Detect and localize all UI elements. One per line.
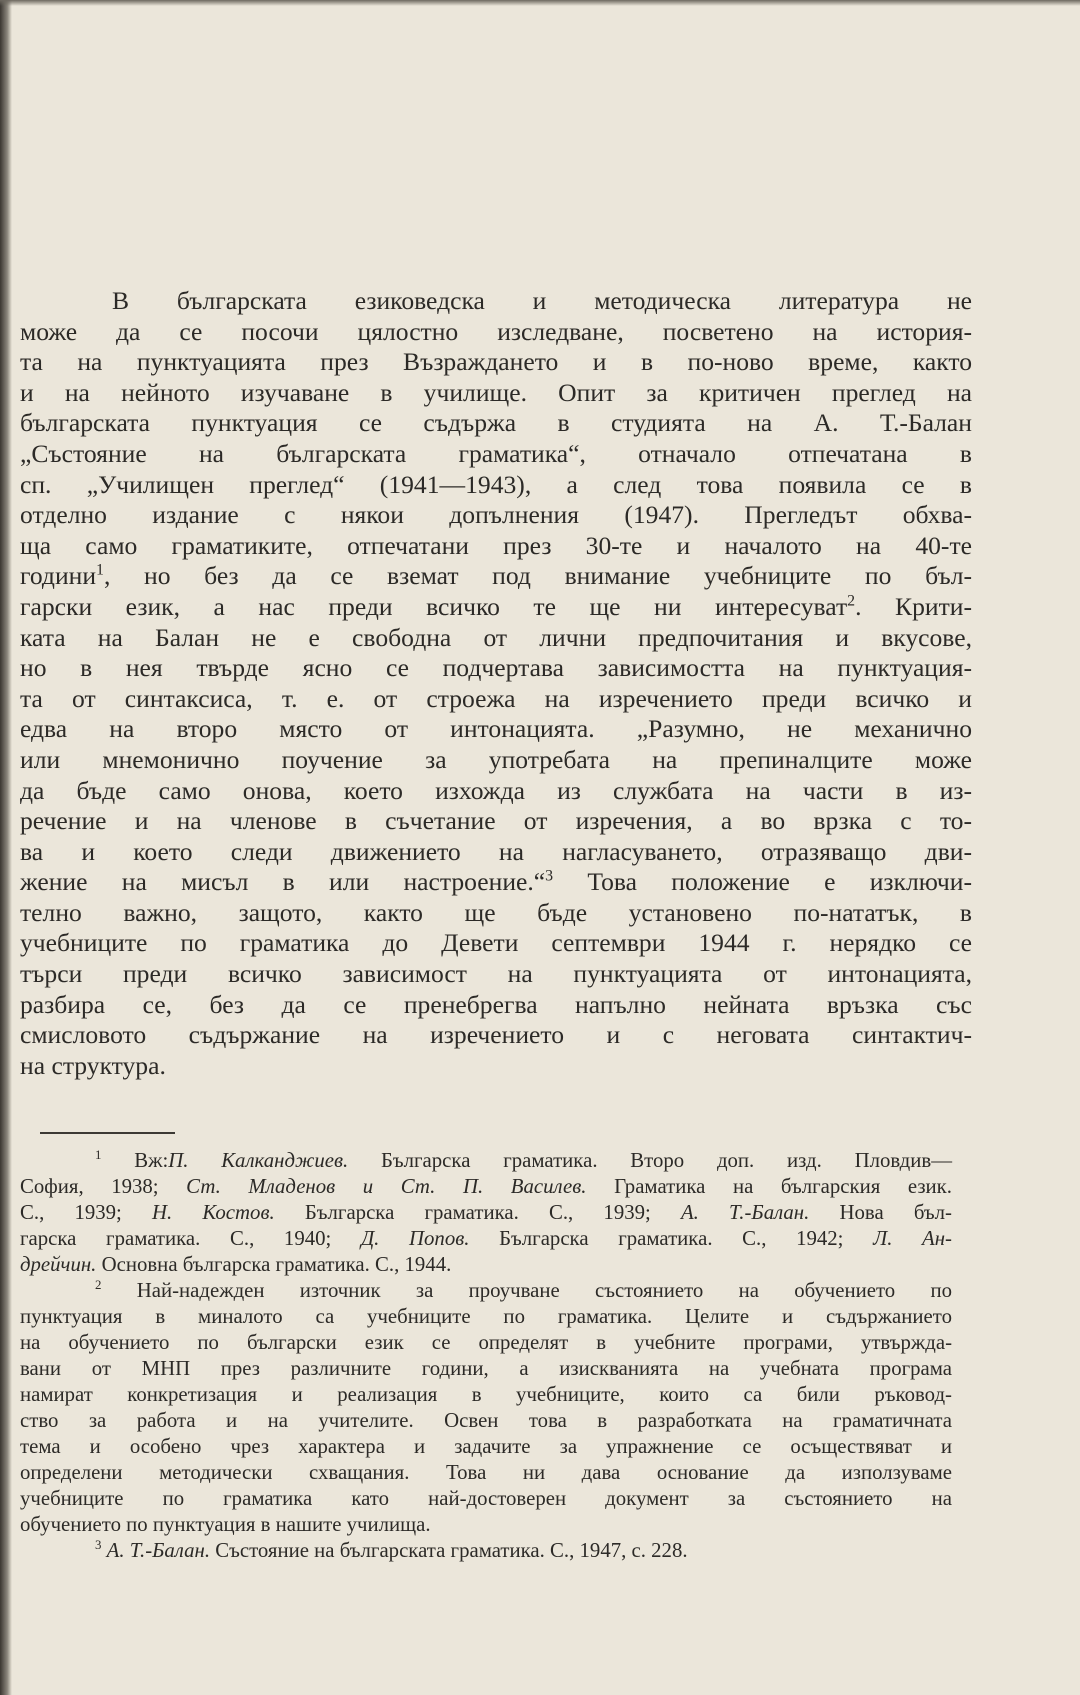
- author-name: дрейчин.: [20, 1253, 97, 1276]
- author-name: Д. Попов.: [360, 1227, 470, 1250]
- text-line: сп. „Училищен преглед“ (1941—1943), а след това появила се в: [20, 469, 972, 499]
- footnote-2-line: учебниците по граматика като най-достоверен документ за състоянието на: [20, 1487, 952, 1510]
- text-line: В българската езиковедска и методическа литература не: [112, 286, 972, 315]
- author-name: П. Калканджиев.: [168, 1149, 349, 1172]
- text-line: „Състояние на българската граматика“, отначало отпечатана в: [20, 438, 972, 468]
- text-line: но в нея твърде ясно се подчертава зависимостта на пунктуация-: [20, 653, 972, 683]
- text-fragment: , но без да се вземат под внимание учебниците по бъл-: [103, 561, 972, 591]
- text-fragment: . Крити-: [855, 591, 972, 621]
- text-fragment: Това положение е изключи-: [553, 867, 972, 897]
- footnote-mark: 2: [847, 592, 856, 610]
- text-line: [20, 592, 972, 623]
- text-line: ща само граматиките, отпечатани през 30-те и началото на 40-те: [20, 530, 972, 560]
- author-name: Ст. Младенов и Ст. П. Василев.: [186, 1175, 587, 1198]
- text-fragment: Нова бъл-: [809, 1201, 952, 1224]
- text-fragment: Най-надежден източник за проучване състоянието на обучението по: [136, 1279, 953, 1302]
- text-fragment: С., 1939;: [20, 1201, 152, 1224]
- text-fragment: гарска граматика. С., 1940;: [20, 1227, 361, 1250]
- text-line: отделно издание с някои допълнения (1947). Прегледът обхва-: [20, 500, 972, 530]
- footnotes: [20, 1148, 952, 1564]
- footnote-mark: 3: [545, 867, 554, 885]
- text-fragment: Вж:: [134, 1149, 169, 1172]
- footnote-2-line: вани от МНП през различните години, а изискванията на учебната програма: [20, 1357, 952, 1380]
- footnote-3-line: [20, 1538, 952, 1564]
- author-name: А. Т.-Балан.: [106, 1539, 211, 1562]
- author-name: А. Т.-Балан.: [680, 1201, 810, 1224]
- text-fragment: Състояние на българската граматика. С., 1947, с. 228.: [210, 1539, 688, 1562]
- footnote-2-line: определени методически схващания. Това ни дава основание да използуваме: [20, 1461, 952, 1484]
- text-line: учебниците по граматика до Девети септември 1944 г. нерядко се: [20, 928, 972, 958]
- text-line: българската пунктуация се съдържа в студията на А. Т.-Балан: [20, 408, 972, 438]
- main-text: [20, 286, 972, 1081]
- text-fragment: Българска граматика. С., 1942;: [469, 1227, 874, 1250]
- footnote-1-line: [20, 1148, 952, 1174]
- footnote-divider: [40, 1132, 175, 1134]
- footnote-1-line: [20, 1252, 952, 1278]
- text-line: ката на Балан не е свободна от лични предпочитания и вкусове,: [20, 622, 972, 652]
- text-line: и на нейното изучаване в училище. Опит за критичен преглед на: [20, 377, 972, 407]
- footnote-number: 1: [95, 1148, 102, 1163]
- footnote-2-line: пунктуация в миналото са учебниците по граматика. Целите и съдържанието: [20, 1305, 952, 1328]
- text-line: разбира се, без да се пренебрегва напълно нейната връзка със: [20, 989, 972, 1019]
- text-fragment: Българска граматика. С., 1939;: [274, 1201, 681, 1224]
- text-line: търси преди всичко зависимост на пунктуацията от интонацията,: [20, 959, 972, 989]
- footnote-2-line: тема и особено чрез характера и задачите за упражнение се осъществяват и: [20, 1435, 952, 1458]
- text-line: ва и което следи движението на нагласуването, отразяващо дви-: [20, 836, 972, 866]
- text-line: може да се посочи цялостно изследване, посветено на история-: [20, 316, 972, 346]
- text-line: на структура.: [20, 1050, 166, 1080]
- footnote-2-line: [20, 1278, 952, 1304]
- footnote-1-line: [20, 1200, 952, 1226]
- text-line: та от синтаксиса, т. е. от строежа на изречението преди всичко и: [20, 683, 972, 713]
- footnote-2-line: намират конкретизация и реализация в учебниците, които са били ръковод-: [20, 1383, 952, 1406]
- text-line: [20, 561, 972, 592]
- footnote-2-line: обучението по пунктуация в нашите училища.: [20, 1513, 431, 1536]
- footnote-number: 3: [95, 1538, 102, 1553]
- footnote-1-line: [20, 1174, 952, 1200]
- text-line: телно важно, защото, както ще бъде установено по-нататък, в: [20, 897, 972, 927]
- author-name: Л. Ан-: [873, 1227, 952, 1250]
- footnote-2-line: на обучението по български език се определят в учебните програми, утвържда-: [20, 1331, 952, 1354]
- footnote-number: 2: [95, 1278, 102, 1293]
- text-line: та на пунктуацията през Възраждането и в по-ново време, както: [20, 347, 972, 377]
- text-line: речение и на членове в съчетание от изречения, а во врзка с то-: [20, 806, 972, 836]
- text-fragment: Основна българска граматика. С., 1944.: [96, 1253, 452, 1276]
- text-fragment: жение на мисъл в или настроение.“: [20, 867, 546, 897]
- text-line: [20, 867, 972, 898]
- text-line: смисловото съдържание на изречението и с неговата синтактич-: [20, 1020, 972, 1050]
- page-edge-shadow: [0, 0, 12, 1695]
- author-name: Н. Костов.: [151, 1201, 275, 1224]
- text-fragment: години: [20, 561, 97, 591]
- text-fragment: гарски език, а нас преди всичко те ще ни интересуват: [20, 591, 848, 621]
- text-line: или мнемонично поучение за употребата на препиналците може: [20, 744, 972, 774]
- page-top-shadow: [0, 0, 1080, 6]
- text-fragment: Българска граматика. Второ доп. изд. Пловдив—: [348, 1149, 952, 1172]
- text-fragment: Граматика на българския език.: [586, 1175, 952, 1198]
- text-line: да бъде само онова, което изхожда из службата на части в из-: [20, 775, 972, 805]
- footnote-2-line: ство за работа и на учителите. Освен това в разработката на граматичната: [20, 1409, 952, 1432]
- text-line: едва на второ място от интонацията. „Разумно, не механично: [20, 714, 972, 744]
- footnote-1-line: [20, 1226, 952, 1252]
- footnote-mark: 1: [96, 561, 104, 579]
- text-fragment: София, 1938;: [20, 1175, 187, 1198]
